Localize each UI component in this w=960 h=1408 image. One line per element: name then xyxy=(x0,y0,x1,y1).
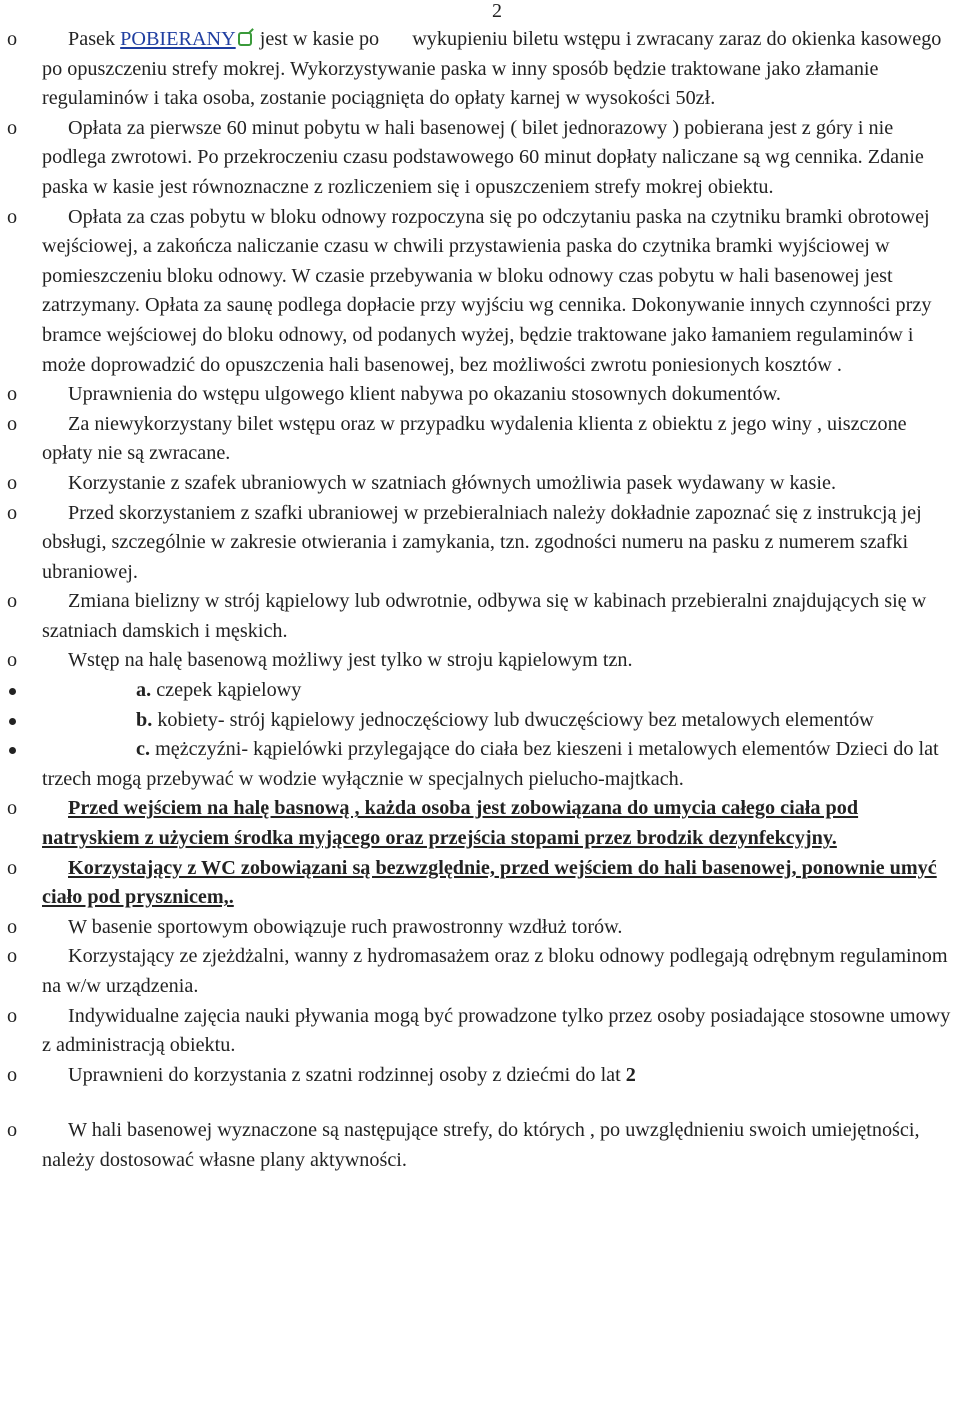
list-item xyxy=(0,1061,960,1091)
item-text: Zmiana bielizny w strój kąpielowy lub odwrotnie, odbywa się w kabinach przebieralni znajdujących się w szatniach damskich i męskich. xyxy=(42,590,927,642)
list-item xyxy=(0,1002,960,1061)
item-text: Za niewykorzystany bilet wstępu oraz w przypadku wydalenia klienta z obiektu z jego winy , uiszczone opłaty nie są zwracane. xyxy=(42,412,907,465)
item-text: W hali basenowej wyznaczone są następujące strefy, do których , po uwzględnieniu swoich umiejętności, należy dostosować własne plany aktywności. xyxy=(42,1119,920,1171)
item-text: W basenie sportowym obowiązuje ruch prawostronny wzdłuż torów. xyxy=(68,915,623,938)
item-text: Przed wejściem na halę basnową , każda osoba jest zobowiązana do umycia całego ciała pod natryskiem z użyciem środka myjącego oraz przejścia stopami przez brodzik dezynfekcyjny. xyxy=(42,797,859,850)
list-marker: o xyxy=(7,856,18,879)
sub-list-item xyxy=(0,735,960,794)
item-text: Wstęp na halę basenową możliwy jest tylko w stroju kąpielowym tzn. xyxy=(68,649,633,672)
item-text: Uprawnienia do wstępu ulgowego klient nabywa po okazaniu stosownych dokumentów. xyxy=(68,383,781,406)
item-text: a. czepek kąpielowy xyxy=(136,679,302,702)
sub-list-item xyxy=(0,676,960,706)
item-text: c. mężczyźni- kąpielówki przylegające do ciała bez kieszeni i metalowych elementów Dzieci do lat trzech mogą przebywać w wodzie wyłącznie w specjalnych pielucho-majtkach. xyxy=(42,738,939,790)
bullet-icon xyxy=(9,718,16,725)
list-marker: o xyxy=(7,501,18,524)
list-marker: o xyxy=(7,412,18,435)
list-item xyxy=(0,114,960,203)
page-number: 2 xyxy=(492,0,502,22)
pobierany-link[interactable]: POBIERANY xyxy=(120,28,236,50)
spacer xyxy=(0,1090,960,1116)
list-marker: o xyxy=(7,28,18,50)
list-marker: o xyxy=(7,590,18,613)
list-marker: o xyxy=(7,471,18,494)
item-text: Opłata za pierwsze 60 minut pobytu w hali basenowej ( bilet jednorazowy ) pobierana jest z góry i nie podlega zwrotowi. Po przekroczeniu czasu podstawowego 60 minut dopłaty naliczane są wg cennika. Zdanie paska w kasie jest równoznaczne z rozliczeniem się i opuszczeniem strefy mokrej obiektu. xyxy=(42,116,924,198)
list-marker: o xyxy=(7,383,18,406)
list-marker: o xyxy=(7,1063,18,1086)
list-item xyxy=(0,469,960,499)
list-marker: o xyxy=(7,915,18,938)
item-text: b. kobiety- strój kąpielowy jednoczęściowy lub dwuczęściowy bez metalowych elementów xyxy=(136,708,874,731)
list-item xyxy=(0,380,960,410)
item-text: Opłata za czas pobytu w bloku odnowy rozpoczyna się po odczytaniu paska na czytniku bramki obrotowej wejściowej, a zakończa naliczanie czasu w chwili przystawienia paska do czytnika bramki wyjściowej w pomieszczeniu bloku odnowy. W czasie przebywania w bloku odnowy czas pobytu w hali basenowej jest zatrzymany. Opłata za saunę podlega dopłacie przy wyjściu wg cennika. Dokonywanie innych czynności przy bramce wejściowej do bloku odnowy, od podanych wyżej, będzie traktowane jako łamaniem regulaminów i może doprowadzić do opuszczenia hali basenowej, bez możliwości zwrotu poniesionych kosztów . xyxy=(42,205,932,376)
external-link-icon[interactable] xyxy=(238,32,252,46)
list-marker: o xyxy=(7,205,18,228)
item-text: Uprawnieni do korzystania z szatni rodzinnej osoby z dziećmi do lat 2 xyxy=(68,1063,636,1086)
list-item xyxy=(0,794,960,853)
list-item xyxy=(0,410,960,469)
sub-list-item xyxy=(0,706,960,736)
item-text: Korzystający ze zjeżdżalni, wanny z hydromasażem oraz z bloku odnowy podlegają odrębnym regulaminom na w/w urządzenia. xyxy=(42,945,948,997)
list-marker: o xyxy=(7,797,18,820)
list-item xyxy=(0,854,960,913)
list-item xyxy=(0,203,960,381)
regulations-list xyxy=(0,25,960,1176)
list-item xyxy=(0,646,960,676)
list-marker: o xyxy=(7,649,18,672)
list-item xyxy=(0,25,960,114)
item-text: Przed skorzystaniem z szafki ubraniowej w przebieralniach należy dokładnie zapoznać się z instrukcją jej obsługi, szczególnie w zakresie otwierania i zamykania, tzn. zgodności numeru na pasku z numerem szafki ubraniowej. xyxy=(42,501,922,583)
bullet-icon xyxy=(9,688,16,695)
list-marker: o xyxy=(7,1004,18,1027)
list-marker: o xyxy=(7,1119,18,1142)
list-item xyxy=(0,1116,960,1175)
item-text: Pasek POBIERANY jest w kasie po wykupieniu biletu wstępu i zwracany zaraz do okienka kasowego po opuszczeniu strefy mokrej. Wykorzystywanie paska w inny sposób będzie traktowane jako złamanie regulaminów i taka osoba, zostanie pociągnięta do opłaty karnej w wysokości 50zł. xyxy=(42,28,942,110)
list-item xyxy=(0,499,960,588)
list-marker: o xyxy=(7,116,18,139)
item-text: Indywidualne zajęcia nauki pływania mogą być prowadzone tylko przez osoby posiadające stosowne umowy z administracją obiektu. xyxy=(42,1004,951,1057)
item-text: Korzystanie z szafek ubraniowych w szatniach głównych umożliwia pasek wydawany w kasie. xyxy=(68,471,836,494)
item-text: Korzystający z WC zobowiązani są bezwzględnie, przed wejściem do hali basenowej, ponownie umyć ciało pod prysznicem,. xyxy=(42,856,937,909)
list-item xyxy=(0,942,960,1001)
list-item xyxy=(0,587,960,646)
list-marker: o xyxy=(7,945,18,968)
list-item xyxy=(0,913,960,943)
